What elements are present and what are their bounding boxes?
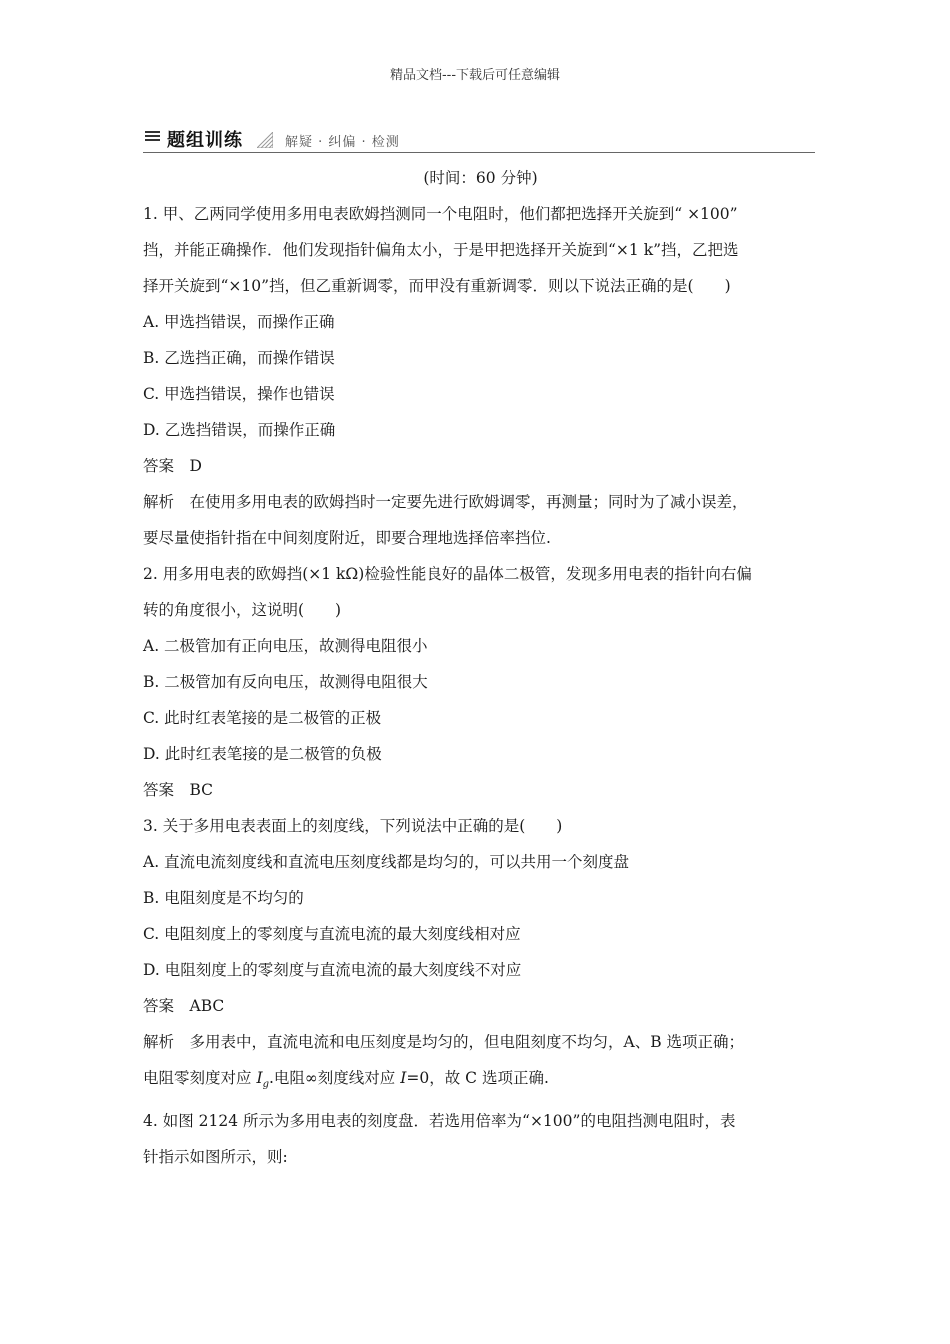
section-title: 题组训练 xyxy=(167,130,243,151)
q3-analysis-post: =0，故 C 选项正确. xyxy=(406,1069,549,1087)
q3-analysis-mid: .电阻∞刻度线对应 xyxy=(268,1069,401,1087)
q4-line1: 4. 如图 2124 所示为多用电表的刻度盘．若选用倍率为“×100”的电阻挡测电阻时，表 xyxy=(143,1112,736,1131)
current-subscript: g xyxy=(262,1079,269,1091)
q2-answer: 答案 BC xyxy=(143,781,214,799)
q2-option-c: C. 此时红表笔接的是二极管的正极 xyxy=(143,709,382,727)
q1-analysis-line2: 要尽量使指针指在中间刻度附近，即要合理地选择倍率挡位. xyxy=(143,529,551,547)
q1-analysis-line1: 解析 在使用多用电表的欧姆挡时一定要先进行欧姆调零，再测量；同时为了减小误差， xyxy=(143,493,748,511)
current-symbol: I xyxy=(256,1069,263,1087)
bars-icon xyxy=(145,131,160,145)
q3-analysis-line2 xyxy=(143,1060,818,1103)
q1-option-a: A. 甲选挡错误，而操作正确 xyxy=(143,313,335,331)
section-header xyxy=(143,126,815,153)
q3-analysis-pre: 电阻零刻度对应 xyxy=(143,1069,257,1087)
q2-option-d: D. 此时红表笔接的是二极管的负极 xyxy=(143,745,382,763)
q1-answer: 答案 D xyxy=(143,457,202,475)
q2-option-a: A. 二极管加有正向电压，故测得电阻很小 xyxy=(143,637,428,655)
q3-option-a: A. 直流电流刻度线和直流电压刻度线都是均匀的，可以共用一个刻度盘 xyxy=(143,853,630,871)
q1-line3: 择开关旋到“×10”挡，但乙重新调零，而甲没有重新调零．则以下说法正确的是( ) xyxy=(143,277,731,295)
q3-option-c: C. 电阻刻度上的零刻度与直流电流的最大刻度线相对应 xyxy=(143,925,521,943)
q4-line2: 针指示如图所示，则: xyxy=(143,1148,288,1167)
section-subtitle: 解疑 · 纠偏 · 检测 xyxy=(285,135,400,150)
q2-line2: 转的角度很小，这说明( ) xyxy=(143,601,342,619)
time-limit: (时间：60 分钟) xyxy=(423,169,538,187)
q1-option-b: B. 乙选挡正确，而操作错误 xyxy=(143,349,335,367)
q2-option-b: B. 二极管加有反向电压，故测得电阻很大 xyxy=(143,673,428,691)
q1-option-d: D. 乙选挡错误，而操作正确 xyxy=(143,421,336,439)
q3-analysis-line1: 解析 多用表中，直流电流和电压刻度是均匀的，但电阻刻度不均匀，A、B 选项正确； xyxy=(143,1033,745,1051)
current-symbol-2: I xyxy=(400,1069,407,1087)
q3-answer: 答案 ABC xyxy=(143,997,225,1015)
q3-option-b: B. 电阻刻度是不均匀的 xyxy=(143,889,304,907)
document-body xyxy=(143,160,818,1175)
hatch-triangle-icon xyxy=(257,132,273,148)
q3-line1: 3. 关于多用电表表面上的刻度线，下列说法中正确的是( ) xyxy=(143,817,563,835)
q2-line1: 2. 用多用电表的欧姆挡(×1 kΩ)检验性能良好的晶体二极管，发现多用电表的指针向右偏 xyxy=(143,565,752,583)
q1-line1: 1. 甲、乙两同学使用多用电表欧姆挡测同一个电阻时，他们都把选择开关旋到“ ×100” xyxy=(143,205,738,223)
q1-option-c: C. 甲选挡错误，操作也错误 xyxy=(143,385,335,403)
q1-line2: 挡，并能正确操作．他们发现指针偏角太小，于是甲把选择开关旋到“×1 k”挡，乙把选 xyxy=(143,241,739,259)
watermark: 精品文档---下载后可任意编辑 xyxy=(389,68,561,83)
q3-option-d: D. 电阻刻度上的零刻度与直流电流的最大刻度线不对应 xyxy=(143,961,522,979)
